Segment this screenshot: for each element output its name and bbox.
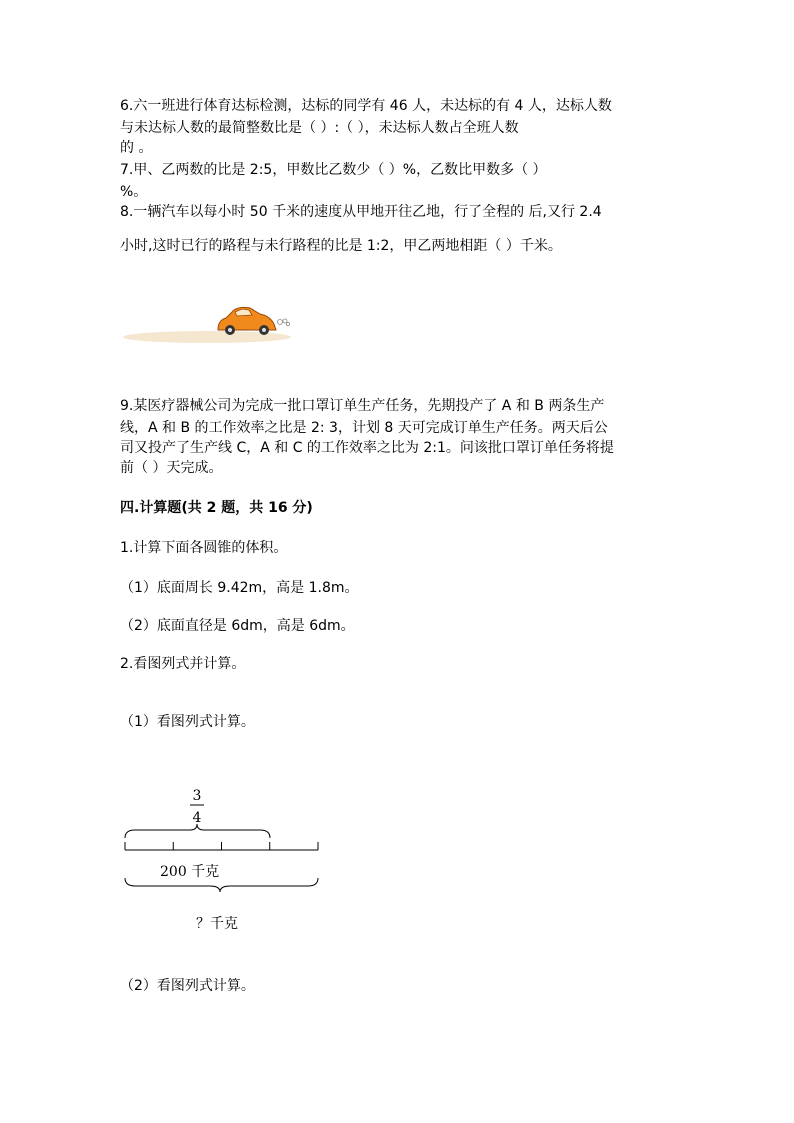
unknown-weight-label: ？千克 — [196, 916, 238, 932]
problem2-sub2: （2）看图列式计算。 — [120, 978, 255, 994]
q8-line2: 小时,这时已行的路程与未行路程的比是 1:2，甲乙两地相距（ ）千米。 — [120, 238, 562, 254]
q9-line3: 司又投产了生产线 C，A 和 C 的工作效率之比为 2:1。问该批口罩订单任务将提 — [120, 440, 614, 456]
segment-line — [125, 842, 318, 850]
problem1-sub1: （1）底面周长 9.42m，高是 1.8m。 — [120, 580, 359, 596]
q7-line2: %。 — [120, 184, 148, 200]
top-brace — [125, 824, 270, 838]
q6-line3: 的 。 — [120, 140, 153, 156]
bottom-brace — [125, 878, 318, 892]
q9-line2: 线，A 和 B 的工作效率之比是 2: 3，计划 8 天可完成订单生产任务。两天后公 — [120, 420, 608, 436]
problem1-sub2: （2）底面直径是 6dm，高是 6dm。 — [120, 618, 355, 634]
q7-line1: 7.甲、乙两数的比是 2:5，甲数比乙数少（ ）%，乙数比甲数多（ ） — [120, 162, 547, 178]
q9-line4: 前（ ）天完成。 — [120, 460, 223, 476]
section-heading: 四.计算题(共 2 题，共 16 分) — [120, 500, 313, 516]
segment-diagram — [110, 780, 340, 940]
car-icon — [218, 307, 290, 335]
fraction-numerator: 3 — [192, 788, 202, 804]
q6-line2: 与未达标人数的最简整数比是（ ）:（ ），未达标人数占全班人数 — [120, 120, 519, 136]
q6-line1: 6.六一班进行体育达标检测，达标的同学有 46 人，未达标的有 4 人，达标人数 — [120, 98, 612, 114]
known-weight-label: 200 千克 — [160, 864, 220, 880]
problem2-sub1: （1）看图列式计算。 — [120, 714, 255, 730]
car-illustration — [122, 300, 292, 345]
q9-line1: 9.某医疗器械公司为完成一批口罩订单生产任务，先期投产了 A 和 B 两条生产 — [120, 398, 605, 414]
q8-line1: 8.一辆汽车以每小时 50 千米的速度从甲地开往乙地，行了全程的 后,又行 2.4 — [120, 204, 602, 220]
problem2-title: 2.看图列式并计算。 — [120, 656, 246, 672]
fraction-denominator: 4 — [192, 810, 202, 826]
problem1-title: 1.计算下面各圆锥的体积。 — [120, 540, 288, 556]
